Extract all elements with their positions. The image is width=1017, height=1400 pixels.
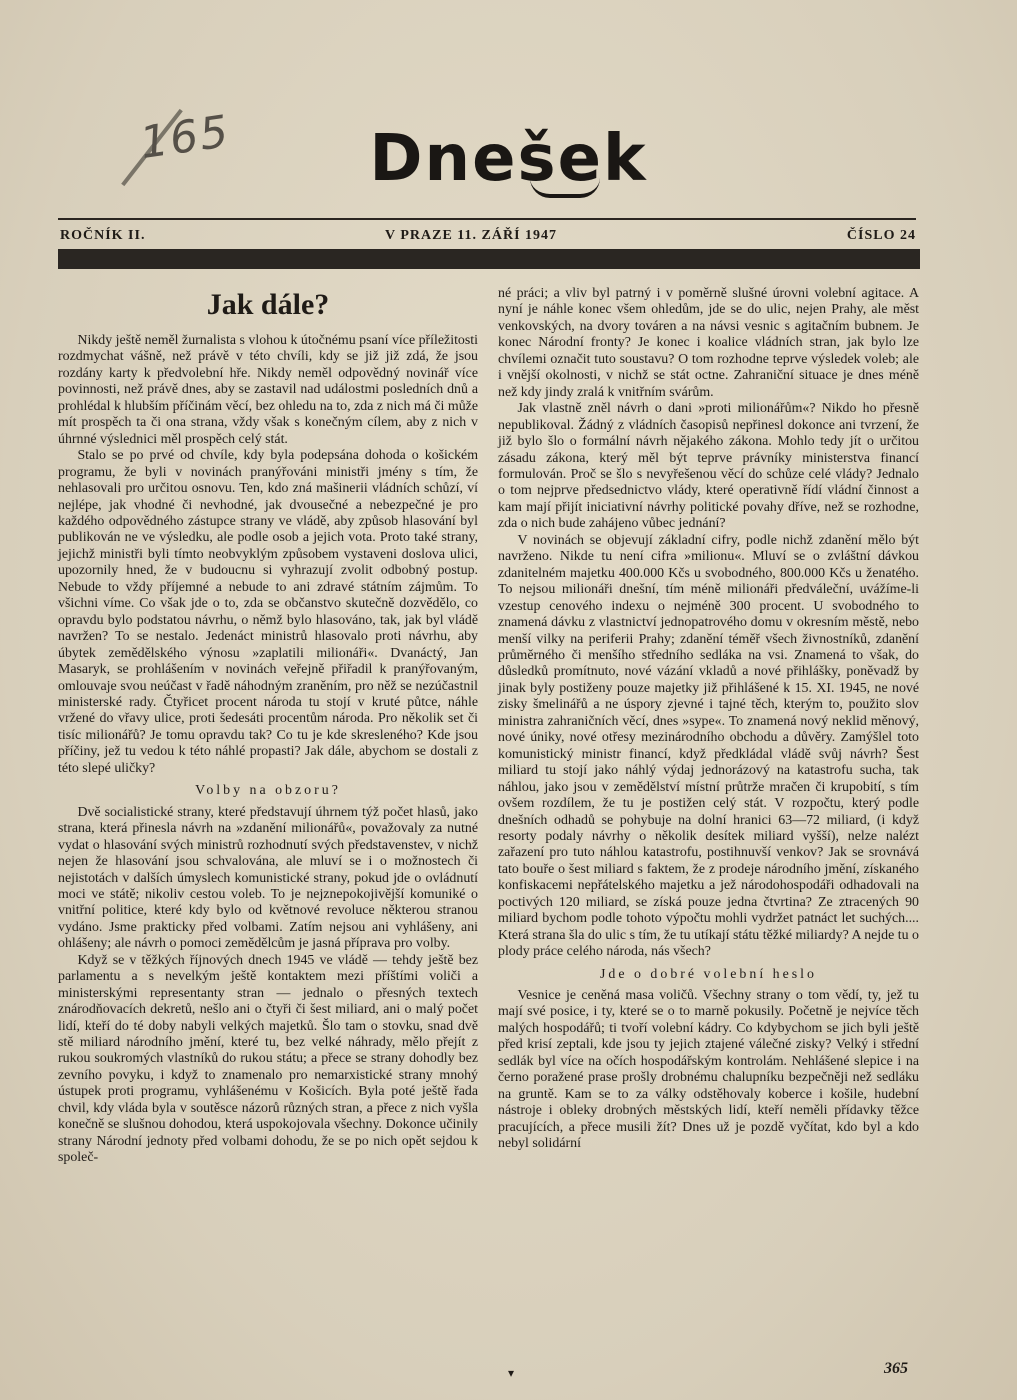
column-left xyxy=(58,286,478,1167)
header-rule xyxy=(58,218,916,220)
dateline: V PRAZE 11. ZÁŘÍ 1947 xyxy=(385,228,558,243)
paragraph: V novinách se objevují základní cifry, podle nichž zdanění mělo být navrženo. Nikde tu není cifra »milionu«. Mluví se o zvláštní dávkou zdanitelném majetku 400.000 Kčs u svobodného, 800.000 Kčs u ženatého. To nejsou milionáři dnešní, tím méně milionáři předváleční, uvážíme-li vzestup cenového indexu o nejméně 300 procent. U svobodného to znamená dávku z vlastnictví jednopatrového domu v okresním městě, nebo menší vilky na periferii Prahy; zdanění téměř všech živnostníků, zdanění průměrného či menšího středního sedláka na vsi. Znamená to však, do důsledků promítnuto, nové vázání vkladů a nové přihlášky, poněvadž by jinak byly postiženy pouze majetky již přihlášené k 15. XI. 1945, ne nové zisky šmelinářů a ne úspory zjevné i tajné těch, kterým to, použito slov ministra zahraničních věcí, dnes »sype«. To znamená nový neklid měnový, nové úniky, nové otřesy mezinárodního obchodu a důvěry. Zamýšlel toto komunistický ministr financí, když předkládal vládě svůj návrh? Šest miliard tu stojí jako náhlý výdaj jednorázový na katastrofu sucha, tak náhlou, jako jsou v zemědělství místní průtrže mračen či krupobití, s tím ovšem rozdílem, že tu je postižen celý stát. V rozpočtu, který podle dnešních odhadů se pohybuje na dolní hranici 63—72 miliard, (i když resorty podaly návrhy o několik desítek miliard vyšší), nelze nalézt zařazení pro tuto náhlou katastrofu, postihnuvší venkov? Jak se srovnává tato bouře o šest miliard s faktem, že z prodeje národního jmění, získaného konfiskacemi nepřátelského majetku a jež národohospodáři odhadovali na poctivých 120 miliard, se získá pouze jedna čtvrtina? Ze ztracených 90 miliard bychom podle tohoto výpočtu mohli vydržet patnáct let suchých.... Která strana šla do ulic s tím, že tu utíkají státu těžké miliardy? A nejde tu o plody práce celého národa, nás všech? xyxy=(498,532,919,960)
paragraph: Nikdy ještě neměl žurnalista s vlohou k útočnému psaní více příležitosti rozdmychat vášně, než právě v této chvíli, kdy se již již zdá, že jsou rozdány karty k předvolební hře. Nikdy neměl odpovědný novinář více povinnosti, než právě dnes, aby se zastavil nad událostmi posledních dnů a prohlédal k hlubším příčinám věcí, bez ohledu na to, zda z nich má či může mít prospěch ta či ona strana, vždy však s konečným cílem, aby z nich v úhrnné výslednici měl prospěch celý stát. xyxy=(58,333,478,447)
paragraph: Jak vlastně zněl návrh o dani »proti milionářům«? Nikdo ho přesně nepublikoval. Žádný z vládních časopisů nepřinesl dokonce ani tvrzení, že již bylo šlo o formální návrh nějakého zákona. Mohlo tedy jít o určitou zásadu zákona, který měl být teprve právníky ministerstva financí formulován. Proč se šlo s nevyřešenou věcí do schůze celé vlády? Jednalo o tom nejprve předsednictvo vlády, které operativně řídí vládní činnost a kam mají přijít iniciativní návrhy politické povahy dříve, než se rozhodne, zda o nich bude zahájeno vůbec jednání? xyxy=(498,401,919,532)
paragraph: Vesnice je ceněná masa voličů. Všechny strany o tom vědí, ty, jež tu mají své posice, i ty, které se o to marně pokusily. Početně je nejvíce těch malých hospodářů; ti tvoří volební kádry. Co kdybychom se jich byli ještě před krisí zeptali, kde jsou ty jejich ztajené válečné zisky? Velký i střední sedlák byl více na očích hospodářským kontrolám. Nehlášené slepice i na černo poražené prase prošly drobnému chalupníku bezpečněji než sedláku na gruntě. Kam se to za války odstěhovaly koberce i košile, hudební nástroje i obleky drobných městských lidí, kteří neměli přídavky těžce pracujících, a přece musili žít? Dnes už je pozdě vyčítat, kdo byl a kdo nebyl solidární xyxy=(498,988,919,1152)
article-title: Jak dále? xyxy=(206,288,330,321)
paragraph: né práci; a vliv byl patrný i v poměrně slušné úrovni volební agitace. A nyní je náhle konec všem ohledům, jde se do ulic, nejen Prahy, ale měst venkovských, na dvory továren a na návsi vesnic s agitačním bubnem. Je konec Národní fronty? Je konec i koalice vládních stran, jak bylo lze chvílemi označit tuto soustavu? O tom rozhodne teprve výsledek voleb; ale i vnější okolnosti, v nichž se stát octne. Zahraniční situace je dnes méně než kdy jindy zralá k vnitřním svárům. xyxy=(498,286,919,400)
subheading: Jde o dobré volební heslo xyxy=(600,966,817,982)
volume-label: ROČNÍK II. xyxy=(60,228,146,243)
header-bar xyxy=(58,249,920,269)
paragraph: Dvě socialistické strany, které představují úhrnem týž počet hlasů, jako strana, která přinesla návrh na »zdanění milionářů«, považovaly za nutné vydat o hlasování svých ministrů rozhodnutí svých představenstev, v nichž nejen že hlasování jsou schvalována, ale mluví se i o možnostech či nejistotách v dalších úmyslech komunistické strany, pokud jde o ovládnutí moci ve státě; nikoliv cestou voleb. To je nejznepokojivější komuniké o vnitřní politice, které kdy bylo od květnové revoluce některou stranou vydáno. Jsme prakticky před volbami. Zatím nejsou ani vyhlášeny, ani ohlášeny; ale návrh o pomoci zemědělcům je jasná příprava pro volby. xyxy=(58,804,478,952)
page-number: 365 xyxy=(884,1360,908,1377)
footer-mark: ▾ xyxy=(508,1366,515,1380)
info-line xyxy=(60,228,916,248)
paragraph: Stalo se po prvé od chvíle, kdy byla podepsána dohoda o košickém programu, že byli v novinách pranýřováni ministři jmény s tím, že nehlasovali pro určitou osnovu. Ten, kdo zná mašinerii vládních schůzí, ví nejlépe, jak vhodné či nevhodné, jak dvousečné a nebezpečné je pro každého odpovědného zástupce strany ve vládě, aby způsob hlasování byl publikován ne ve výsledku, ale podle osob a jejich vota. Proto také strany, jejichž ministři byli tímto neobvyklým způsobem vystaveni doslova ulici, upozornily hned, že v budoucnu si vyhrazují zvolit odbobný postup. Nebude to vždy příjemné a nebude to ani zdravé státním zájmům. To všichni víme. Co však jde o to, zda se občanstvo skutečně dozvědělo, co opravdu bylo podstatou návrhu, o němž bylo hlasováno, tak, jak byl vládě navržen? To se nestalo. Jedenáct ministrů hlasovalo proti návrhu, aby úbytek zemědělského výnosu »zaplatili milionáři«. Dvanáctý, Jan Masaryk, se prohlášením v novinách veřejně přiřadil k pranýřovaným, omlouvaje svou neúčast v řadě náhodným zraněním, pro něž se nezúčastnil ministerské rady. Čtyřicet procent národa tu stojí v kruté půtce, náhle vržené do vřavy ulice, proti šedesáti procentům národa. Pro několik set či tisíc milionářů? Je tomu opravdu tak? Co tu je kde skresleného? Kde jsou příčiny, jež tu vedou k této náhlé propasti? Jak dále, abychom se dostali z této slepé uličky? xyxy=(58,448,478,776)
masthead-swoosh xyxy=(530,178,600,198)
column-right xyxy=(498,286,919,1153)
paragraph: Když se v těžkých říjnových dnech 1945 ve vládě — tehdy ještě bez parlamentu a s nevelkým ještě kontaktem mezi příštími voliči a ministerskými representanty stran — jednalo o přesných textech znárodňovacích dekretů, nešlo ani o čtyři či šest miliard, ani o malý počet lidí, kteří do té doby nabyli velkých majetků. Šlo tam o stovku, snad dvě stě miliard národního jmění, které tu, bez velké náhrady, mělo přejít z rukou soukromých vlastníků do rukou státu; a přece se strany dohodly bez zevního povyku, i když to znamenalo pro nemarxistické strany mnohý ústupek proti programu, vyhlášenému v Košicích. Byla poté ještě řada chvil, kdy vláda byla v soutěsce názorů různých stran, a přece z nich vyšla konečně se slušnou dohodou, která uspokojovala všechny. Dokonce učinily strany Národní jednoty před volbami dohodu, že se po nich opět sejdou k společ- xyxy=(58,952,478,1166)
handwritten-note: 165 xyxy=(136,105,234,170)
subheading: Volby na obzoru? xyxy=(195,783,341,799)
issue-label: ČÍSLO 24 xyxy=(846,228,916,243)
masthead-title: Dnešek xyxy=(369,122,648,196)
